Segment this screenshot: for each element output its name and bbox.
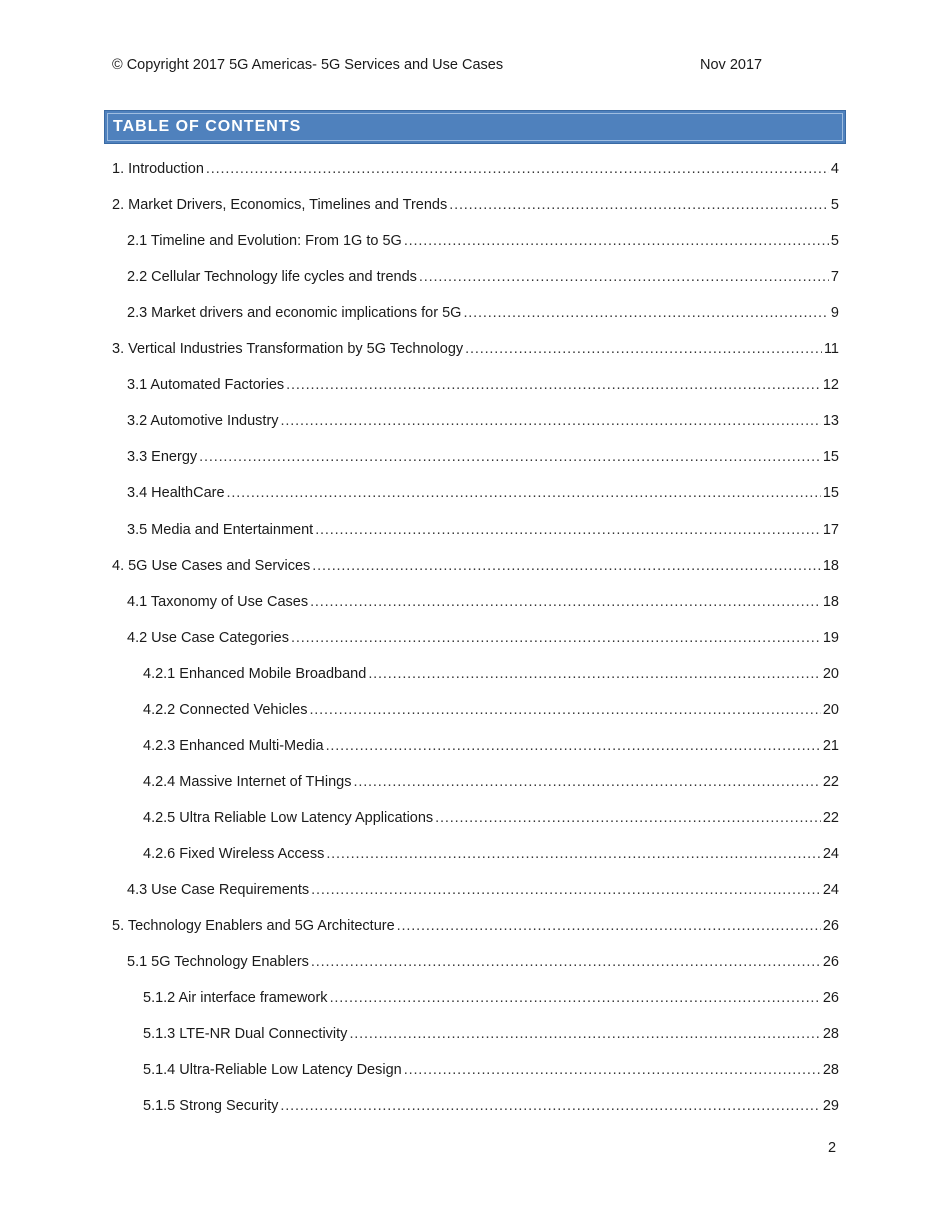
toc-entry[interactable] — [112, 196, 839, 214]
toc-entry-page: 17 — [822, 522, 839, 538]
toc-dot-leader — [397, 917, 821, 935]
toc-entry-label: 4.2 Use Case Categories — [127, 630, 289, 646]
toc-entry-label: 3.5 Media and Entertainment — [127, 522, 314, 538]
toc-entry[interactable] — [127, 881, 839, 899]
toc-entry[interactable] — [127, 629, 839, 647]
toc-entry-page: 18 — [822, 558, 839, 574]
toc-entry-label: 2.3 Market drivers and economic implications for 5G — [127, 305, 462, 321]
toc-entry-label: 5.1.3 LTE-NR Dual Connectivity — [143, 1026, 348, 1042]
toc-entry[interactable] — [143, 1061, 839, 1079]
toc-dot-leader — [310, 593, 821, 611]
toc-entry[interactable] — [143, 737, 839, 755]
toc-dot-leader — [465, 340, 822, 358]
toc-entry[interactable] — [112, 557, 839, 575]
toc-title: TABLE OF CONTENTS — [113, 118, 302, 135]
toc-entry[interactable] — [112, 340, 839, 358]
toc-heading-banner — [104, 110, 846, 144]
toc-dot-leader — [311, 881, 821, 899]
toc-entry-label: 3.1 Automated Factories — [127, 377, 285, 393]
toc-entry-label: 4.2.3 Enhanced Multi-Media — [143, 738, 324, 754]
toc-entry[interactable] — [127, 953, 839, 971]
toc-entry-label: 2. Market Drivers, Economics, Timelines and Trends — [112, 197, 448, 213]
toc-entry-label: 4.2.4 Massive Internet of THings — [143, 774, 352, 790]
toc-dot-leader — [449, 196, 829, 214]
toc-entry-label: 2.2 Cellular Technology life cycles and trends — [127, 269, 417, 285]
toc-dot-leader — [315, 521, 821, 539]
toc-dot-leader — [353, 773, 820, 791]
toc-entry-page: 29 — [822, 1098, 839, 1114]
toc-entry-label: 4.3 Use Case Requirements — [127, 882, 310, 898]
toc-entry[interactable] — [143, 989, 839, 1007]
toc-entry-page: 22 — [822, 774, 839, 790]
toc-entry-page: 24 — [822, 846, 839, 862]
toc-entry[interactable] — [143, 845, 839, 863]
toc-entry[interactable] — [112, 160, 839, 178]
toc-entry-page: 5 — [830, 233, 839, 249]
toc-entry-page: 15 — [822, 449, 839, 465]
toc-entry-page: 7 — [830, 269, 839, 285]
toc-entry-label: 3.4 HealthCare — [127, 485, 225, 501]
toc-entry-label: 5.1.5 Strong Security — [143, 1098, 279, 1114]
page-number: 2 — [828, 1140, 837, 1156]
toc-entry[interactable] — [127, 521, 839, 539]
toc-dot-leader — [281, 412, 821, 430]
toc-entry-page: 15 — [822, 485, 839, 501]
toc-entry[interactable] — [127, 484, 839, 502]
toc-entry-label: 1. Introduction — [112, 161, 204, 177]
toc-dot-leader — [311, 953, 821, 971]
toc-entry-page: 20 — [822, 702, 839, 718]
toc-entry-label: 4.2.5 Ultra Reliable Low Latency Applications — [143, 810, 434, 826]
toc-entry[interactable] — [143, 809, 839, 827]
toc-entry-label: 4.2.6 Fixed Wireless Access — [143, 846, 325, 862]
toc-entry[interactable] — [127, 412, 839, 430]
toc-entry-label: 4.1 Taxonomy of Use Cases — [127, 594, 309, 610]
toc-dot-leader — [404, 1061, 821, 1079]
toc-entry-label: 4.2.2 Connected Vehicles — [143, 702, 308, 718]
toc-entry[interactable] — [143, 1025, 839, 1043]
toc-dot-leader — [309, 701, 820, 719]
toc-dot-leader — [206, 160, 829, 178]
toc-entry-page: 24 — [822, 882, 839, 898]
toc-dot-leader — [330, 989, 821, 1007]
toc-entry[interactable] — [127, 232, 839, 250]
toc-entry-page: 12 — [822, 377, 839, 393]
toc-dot-leader — [349, 1025, 820, 1043]
toc-dot-leader — [326, 845, 821, 863]
toc-entry-page: 18 — [822, 594, 839, 610]
toc-dot-leader — [312, 557, 821, 575]
toc-entry-label: 3. Vertical Industries Transformation by 5G Technology — [112, 341, 464, 357]
toc-entry-page: 20 — [822, 666, 839, 682]
toc-entry-label: 2.1 Timeline and Evolution: From 1G to 5G — [127, 233, 402, 249]
toc-entry[interactable] — [143, 773, 839, 791]
toc-entry-page: 21 — [822, 738, 839, 754]
document-header-title: © Copyright 2017 5G Americas- 5G Services and Use Cases — [112, 57, 504, 73]
toc-entry[interactable] — [112, 917, 839, 935]
toc-entry[interactable] — [127, 593, 839, 611]
document-header-date: Nov 2017 — [700, 57, 763, 73]
toc-dot-leader — [326, 737, 821, 755]
toc-entry-label: 4. 5G Use Cases and Services — [112, 558, 311, 574]
toc-entry[interactable] — [127, 448, 839, 466]
toc-entry[interactable] — [127, 376, 839, 394]
toc-entry[interactable] — [143, 701, 839, 719]
toc-entry-page: 26 — [822, 990, 839, 1006]
toc-entry-page: 28 — [822, 1062, 839, 1078]
toc-dot-leader — [404, 232, 829, 250]
toc-entry-label: 4.2.1 Enhanced Mobile Broadband — [143, 666, 367, 682]
toc-entry-label: 5.1.2 Air interface framework — [143, 990, 328, 1006]
toc-entry-label: 5.1 5G Technology Enablers — [127, 954, 309, 970]
toc-entry-page: 9 — [830, 305, 839, 321]
toc-dot-leader — [286, 376, 821, 394]
toc-entry-page: 26 — [822, 918, 839, 934]
toc-entry-page: 5 — [830, 197, 839, 213]
toc-dot-leader — [291, 629, 821, 647]
toc-entry-label: 5. Technology Enablers and 5G Architecture — [112, 918, 395, 934]
toc-dot-leader — [227, 484, 821, 502]
toc-entry-label: 3.3 Energy — [127, 449, 198, 465]
toc-entry[interactable] — [143, 665, 839, 683]
toc-entry-label: 3.2 Automotive Industry — [127, 413, 279, 429]
toc-entry[interactable] — [127, 268, 839, 286]
toc-entry[interactable] — [143, 1097, 839, 1115]
toc-dot-leader — [419, 268, 829, 286]
toc-dot-leader — [463, 304, 828, 322]
toc-entry-page: 28 — [822, 1026, 839, 1042]
toc-entry-page: 19 — [822, 630, 839, 646]
toc-entry-page: 4 — [830, 161, 839, 177]
toc-dot-leader — [280, 1097, 820, 1115]
toc-dot-leader — [368, 665, 821, 683]
toc-entry-page: 26 — [822, 954, 839, 970]
toc-entry-page: 13 — [822, 413, 839, 429]
toc-entry[interactable] — [127, 304, 839, 322]
toc-entry-page: 11 — [823, 341, 839, 357]
toc-dot-leader — [435, 809, 821, 827]
toc-dot-leader — [199, 448, 821, 466]
toc-entry-page: 22 — [822, 810, 839, 826]
toc-entry-label: 5.1.4 Ultra-Reliable Low Latency Design — [143, 1062, 402, 1078]
